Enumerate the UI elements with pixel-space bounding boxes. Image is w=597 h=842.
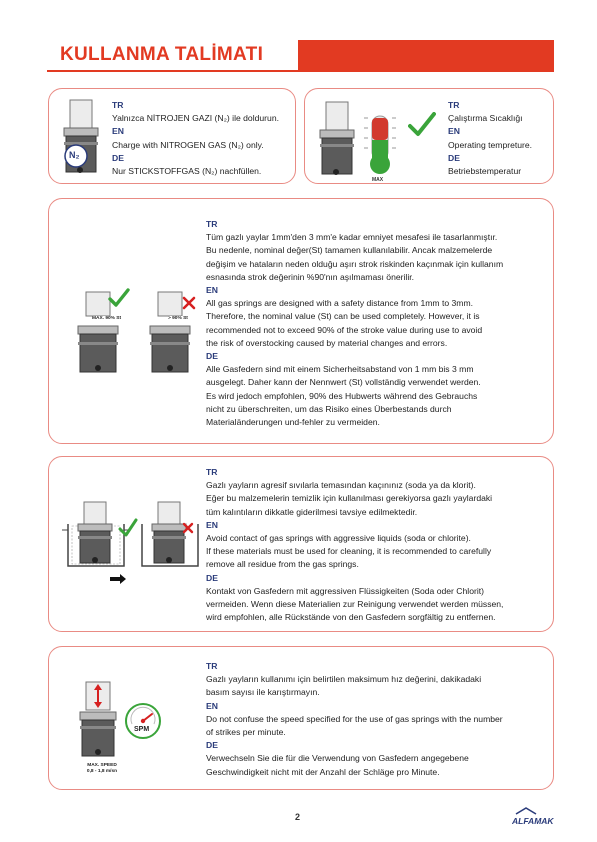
title-accent-bar bbox=[298, 40, 554, 70]
sec3-de-1: Alle Gasfedern sind mit einem Sicherheitsabstand von 1 mm bis 3 mm bbox=[206, 364, 474, 375]
sec3-en-1: All gas springs are designed with a safety distance from 1mm to 3mm. bbox=[206, 298, 473, 309]
lang-tr: TR bbox=[206, 219, 218, 229]
lang-de: DE bbox=[448, 152, 460, 163]
cross-icon bbox=[182, 522, 194, 534]
lang-de: DE bbox=[206, 351, 218, 362]
sec1-en: Charge with NITROGEN GAS (N₂) only. bbox=[112, 139, 264, 150]
checkmark-icon bbox=[108, 288, 130, 308]
sec1-de: Nur STICKSTOFFGAS (N₂) nachfüllen. bbox=[112, 166, 262, 177]
sec3-en-4: the risk of overstocking caused by material changes and errors. bbox=[206, 337, 448, 348]
lang-de: DE bbox=[206, 740, 218, 751]
lang-en: EN bbox=[112, 126, 124, 137]
thermometer-max-label: MAX bbox=[372, 177, 384, 183]
max-speed-label bbox=[74, 763, 130, 775]
checkmark-icon bbox=[408, 112, 436, 138]
lang-en: EN bbox=[206, 285, 218, 296]
sec1-tr: Yalnızca NİTROJEN GAZI (N₂) ile doldurun. bbox=[112, 113, 279, 124]
sec3-de-5: Materialänderungen und-fehler zu vermeiden. bbox=[206, 417, 380, 428]
title-underline bbox=[47, 70, 554, 72]
sec4-en-3: remove all residue from the gas springs. bbox=[206, 559, 359, 570]
lang-en: EN bbox=[206, 519, 218, 530]
sec5-tr-2: basım sayısı ile karıştırmayın. bbox=[206, 687, 320, 698]
stroke-bad-illustration bbox=[134, 288, 208, 376]
sec2-en: Operating tempreture. bbox=[448, 139, 533, 150]
sec3-tr-2: Bu nedenle, nominal değer(St) tamamen kullanılabilir. Ancak malzemelerde bbox=[206, 245, 493, 256]
lang-tr: TR bbox=[206, 661, 218, 671]
sec1-text bbox=[112, 99, 279, 178]
sec4-text bbox=[206, 466, 503, 624]
sec4-en-1: Avoid contact of gas springs with aggressive liquids (soda or chlorite). bbox=[206, 533, 471, 544]
label-over-90: > 90% St bbox=[168, 316, 188, 321]
lang-en: EN bbox=[206, 700, 218, 711]
max-speed-title: MAX. SPEED bbox=[87, 763, 117, 768]
sec3-en-2: Therefore, the nominal value (St) can be used completely. However, it is bbox=[206, 311, 480, 322]
lang-de: DE bbox=[112, 152, 124, 163]
spm-label: SPM bbox=[134, 726, 150, 733]
page-number: 2 bbox=[295, 812, 301, 822]
sec4-en-2: If these materials must be used for cleaning, it is recommended to carefully bbox=[206, 546, 492, 557]
sec5-text bbox=[206, 660, 503, 779]
lang-tr: TR bbox=[112, 100, 124, 110]
nitrogen-spring-illustration bbox=[56, 98, 108, 178]
max-speed-value: 0,8 - 1,8 m/sn bbox=[86, 769, 118, 774]
arrow-right-icon bbox=[110, 574, 126, 584]
sec2-de: Betriebstemperatur bbox=[448, 166, 522, 177]
lang-en: EN bbox=[448, 126, 460, 137]
sec3-de-3: Es wird jedoch empfohlen, 90% des Hubwerts während des Gebrauchs bbox=[206, 390, 478, 401]
alfamak-logo bbox=[512, 806, 562, 828]
sec4-tr-2: Eğer bu malzemelerin temizlik için kullanılması gerekiyorsa gazlı yaylardaki bbox=[206, 493, 493, 504]
sec4-de-3: wird empfohlen, alle Rückstände von den Gasfedern sorgfältig zu entfernen. bbox=[206, 612, 496, 623]
sec5-de-2: Geschwindigkeit nicht mit der Anzahl der Schläge pro Minute. bbox=[206, 766, 440, 777]
n2-icon: N₂ bbox=[69, 150, 80, 160]
checkmark-icon bbox=[118, 518, 138, 538]
sec4-tr-3: tüm kalıntıların dikkatle giderilmesi tavsiye edilmektedir. bbox=[206, 506, 418, 517]
cross-icon bbox=[182, 296, 196, 310]
temperature-spring-illustration bbox=[316, 98, 446, 182]
sec2-text bbox=[448, 99, 532, 178]
sec5-en-2: of strikes per minute. bbox=[206, 727, 286, 738]
sec3-de-2: ausgelegt. Daher kann der Nennwert (St) vollständig verwendet werden. bbox=[206, 377, 481, 388]
page-title: KULLANMA TALİMATI bbox=[60, 44, 264, 65]
lang-tr: TR bbox=[206, 467, 218, 477]
lang-de: DE bbox=[206, 572, 218, 583]
sec5-en-1: Do not confuse the speed specified for the use of gas springs with the number bbox=[206, 713, 503, 724]
sec3-tr-4: esnasında strok değerinin %90'nın aşılmaması önerilir. bbox=[206, 271, 414, 282]
speed-spring-illustration bbox=[72, 680, 124, 762]
sec4-de-1: Kontakt von Gasfedern mit aggressiven Flüssigkeiten (Soda oder Chlorit) bbox=[206, 585, 485, 596]
sec3-text bbox=[206, 218, 503, 429]
label-max-90: MAX. 90% St bbox=[92, 316, 122, 321]
sec4-de-2: vermeiden. Wenn diese Materialien zur Reinigung verwendet werden müssen, bbox=[206, 599, 504, 610]
sec3-tr-3: değişim ve hataların neden olduğu aşırı strok riskinden kaçınmak için kullanım bbox=[206, 258, 504, 269]
lang-tr: TR bbox=[448, 100, 460, 110]
sec5-de-1: Verwechseln Sie die für die Verwendung von Gasfedern angegebene bbox=[206, 753, 469, 764]
spm-gauge-icon bbox=[124, 702, 162, 740]
sec4-tr-1: Gazlı yayların agresif sıvılarla temasından kaçınınız (soda ya da klorit). bbox=[206, 480, 476, 491]
logo-text: ALFAMAK bbox=[512, 816, 554, 826]
sec3-en-3: recommended not to exceed 90% of the stroke value during use to avoid bbox=[206, 324, 483, 335]
sec5-tr-1: Gazlı yayların kullanımı için belirtilen maksimum hız değerini, dakikadaki bbox=[206, 674, 482, 685]
sec2-tr: Çalıştırma Sıcaklığı bbox=[448, 113, 523, 124]
sec3-tr-1: Tüm gazlı yaylar 1mm'den 3 mm'e kadar emniyet mesafesi ile tasarlanmıştır. bbox=[206, 232, 498, 243]
sec3-de-4: nicht zu überschreiten, um das Risiko eines Überbestands durch bbox=[206, 403, 452, 414]
